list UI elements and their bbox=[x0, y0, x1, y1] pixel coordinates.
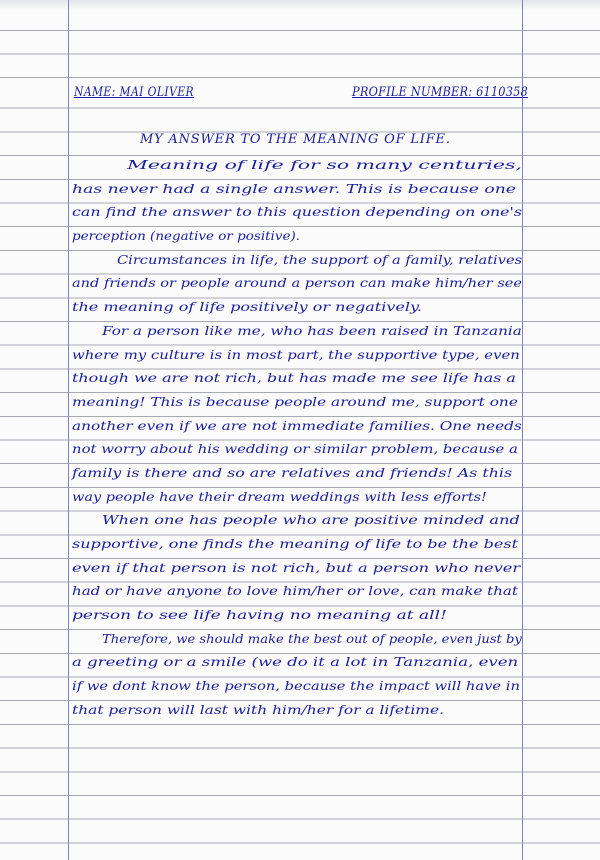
essay-line: Circumstances in life, the support of a family, relatives bbox=[117, 251, 523, 267]
essay-line: a greeting or a smile (we do it a lot in Tanzania, even bbox=[72, 654, 519, 670]
essay-line: another even if we are not immediate families. One needs bbox=[72, 417, 522, 433]
essay-line: Meaning of life for so many centuries, bbox=[127, 157, 522, 172]
essay-line: Therefore, we should make the best out of people, even just by bbox=[102, 630, 522, 646]
profile-number: PROFILE NUMBER: 6110358 bbox=[352, 85, 528, 100]
essay-line: has never had a single answer. This is because one bbox=[72, 180, 516, 196]
essay-line: had or have anyone to love him/her or love, can make that bbox=[72, 583, 518, 599]
essay-line: family is there and so are relatives and friends! As this bbox=[72, 464, 513, 480]
essay-title: MY ANSWER TO THE MEANING OF LIFE. bbox=[140, 132, 451, 147]
essay-line: the meaning of life positively or negatively. bbox=[72, 299, 423, 315]
essay-line: meaning! This is because people around me, support one bbox=[72, 393, 518, 409]
essay-line: person to see life having no meaning at all! bbox=[72, 607, 447, 623]
essay-line: For a person like me, who has been raised in Tanzania bbox=[102, 322, 522, 338]
essay-line: When one has people who are positive minded and bbox=[102, 512, 520, 528]
essay-line: and friends or people around a person can make him/her see bbox=[72, 275, 523, 291]
essay-line: supportive, one finds the meaning of life to be the best bbox=[72, 536, 519, 551]
student-name: NAME: MAI OLIVER bbox=[74, 85, 195, 100]
essay-line: way people have their dream weddings with less efforts! bbox=[72, 488, 487, 504]
essay-line: if we dont know the person, because the impact will have in bbox=[72, 678, 520, 694]
essay-line: that person will last with him/her for a lifetime. bbox=[72, 701, 444, 717]
right-margin-line bbox=[522, 0, 523, 860]
essay-line: where my culture is in most part, the supportive type, even bbox=[72, 346, 520, 362]
essay-line: perception (negative or positive). bbox=[72, 228, 301, 244]
essay-line: not worry about his wedding or similar problem, because a bbox=[72, 441, 518, 457]
page-top-edge bbox=[0, 0, 600, 10]
essay-body bbox=[72, 153, 522, 722]
essay-line: though we are not rich, but has made me see life has a bbox=[72, 370, 516, 386]
essay-line: can find the answer to this question depending on one's bbox=[72, 204, 523, 220]
essay-line: even if that person is not rich, but a person who never bbox=[72, 559, 521, 575]
left-margin-line bbox=[68, 0, 69, 860]
